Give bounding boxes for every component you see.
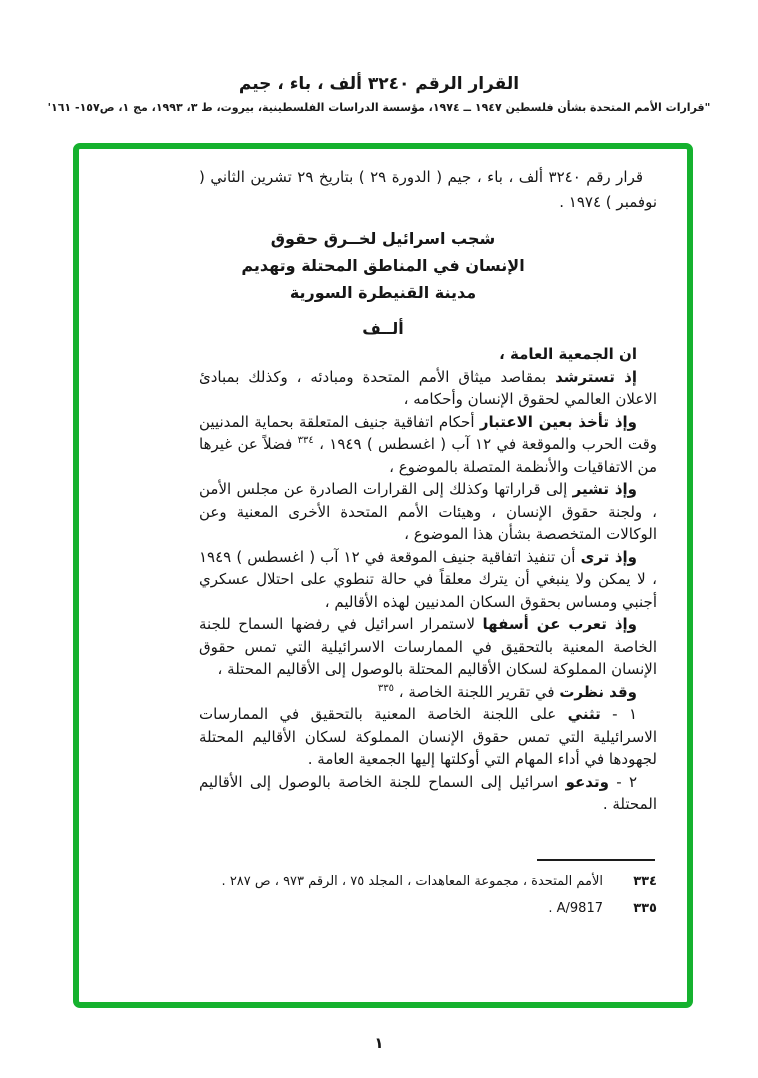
footnote-number: ٣٣٥ [633,901,657,916]
paragraph [199,771,657,816]
paragraph-text: على اللجنة الخاصة المعنية بالتحقيق في الممارسات الاسرائيلية التي تمس حقوق الإنسان المملوكة لسكان الأقاليم المحتلة لجهودها في أداء المهام التي أوكلتها إليها الجمعية العامة . [199,705,657,768]
footnote-ref: ٣٣٤ [297,435,314,446]
footnote-ref: ٣٣٥ [377,682,394,694]
paragraph-lead: إذ تسترشد [555,367,638,386]
footnote-text: A/9817 . [548,901,603,916]
page-header [0,74,758,114]
paragraph-lead: وإذ تعرب عن أسفها [482,615,637,633]
document-body [79,149,687,816]
footnote-text: الأمم المتحدة ، مجموعة المعاهدات ، المجلد ٧٥ ، الرقم ٩٧٣ ، ص ٢٨٧ . [221,874,603,889]
page-number: ١ [374,1034,384,1052]
footnotes [113,859,657,926]
paragraph-text: أحكام اتفاقية جنيف المتعلقة بحماية المدنيين وقت الحرب والموقعة في ١٢ آب ( اغسطس ) ١٩٤٩ ، [199,412,658,453]
paragraph [199,366,657,411]
paragraph-lead: وإذ تشير [572,480,637,498]
paragraph [199,703,657,771]
paragraph-text: بمقاصد ميثاق الأمم المتحدة ومبادئه ، وكذلك بمبادئ الاعلان العالمي لحقوق الإنسان وأحكامه ، [199,367,657,408]
resolution-title-line: مدينة القنيطرة السورية [289,283,477,302]
paragraph-lead: وقد نظرت [559,682,637,701]
paragraph-text: أن تنفيذ اتفاقية جنيف الموقعة في ١٢ آب ( اغسطس ) ١٩٤٩ ، لا يمكن ولا ينبغي أن يترك معلقاً في حالة تنطوي على احتلال عسكري أجنبي ومساس بحقوق السكان المدنيين لهذه الأقاليم ، [199,547,657,611]
paragraph-lead: وإذ ترى [580,547,638,566]
resolution-title-block [154,225,612,306]
paragraph [199,411,657,479]
footnote [113,899,657,919]
paragraph-lead: وإذ تأخذ بعين الاعتبار [479,412,637,431]
paragraph [199,478,657,546]
footnote-number: ٣٣٤ [633,874,657,889]
green-annotation-frame [73,143,693,1008]
paragraph-lead: وتدعو [565,772,609,791]
paragraph [199,681,657,704]
paragraph-text: لاستمرار اسرائيل في رفضها السماح للجنة الخاصة المعنية بالتحقيق في الممارسات الاسرائيلية التي تمس حقوق الإنسان المملوكة لسكان الأقاليم المحتلة بالوصول إلى الأقاليم المحتلة ، [199,615,657,678]
paragraph-text: ٢ - [608,772,637,791]
resolution-paragraphs [199,343,657,816]
resolution-header-title: القرار الرقم ٣٢٤٠ ألف ، باء ، جيم [238,74,520,94]
paragraph [199,613,657,681]
paragraph-lead: ان الجمعية العامة ، [499,345,637,363]
paragraph-text: ١ - [600,705,637,723]
paragraph [199,546,657,614]
footnote-list [113,872,657,919]
resolution-title-line: الإنسان في المناطق المحتلة وتهديم [241,256,525,275]
source-citation: "قرارات الأمم المتحدة بشأن فلسطين ١٩٤٧ ــ ١٩٧٤، مؤسسة الدراسات الفلسطينية، بيروت، ط ٣، ١٩٩٣، مج ١، ص١٥٧- ١٦١' [47,101,711,114]
footnote-separator [537,859,655,861]
footnote [113,872,657,892]
paragraph-text: فضلاً عن غيرها من الاتفاقيات والأنظمة المتصلة بالموضوع ، [199,435,657,476]
paragraph-text: في تقرير اللجنة الخاصة ، [393,682,560,701]
paragraph [199,343,657,366]
resolution-title-line: شجب اسرائيل لخــرق حقوق [270,229,496,248]
paragraph-text: اسرائيل إلى السماح للجنة الخاصة بالوصول إلى الأقاليم المحتلة . [199,772,657,813]
paragraph-lead: تثني [567,705,601,723]
paragraph-text: إلى قراراتها وكذلك إلى القرارات الصادرة عن مجلس الأمن ، ولجنة حقوق الإنسان ، وهيئات الأمم المتحدة الأخرى المعنية وعن الوكالات المتخصصة بشأن هذا الموضوع ، [199,480,657,543]
section-heading-alif: ألــف [362,319,404,338]
resolution-intro: قرار رقم ٣٢٤٠ ألف ، باء ، جيم ( الدورة ٢٩ ) بتاريخ ٢٩ تشرين الثاني ( نوفمبر ) ١٩٧٤ . [199,168,657,211]
